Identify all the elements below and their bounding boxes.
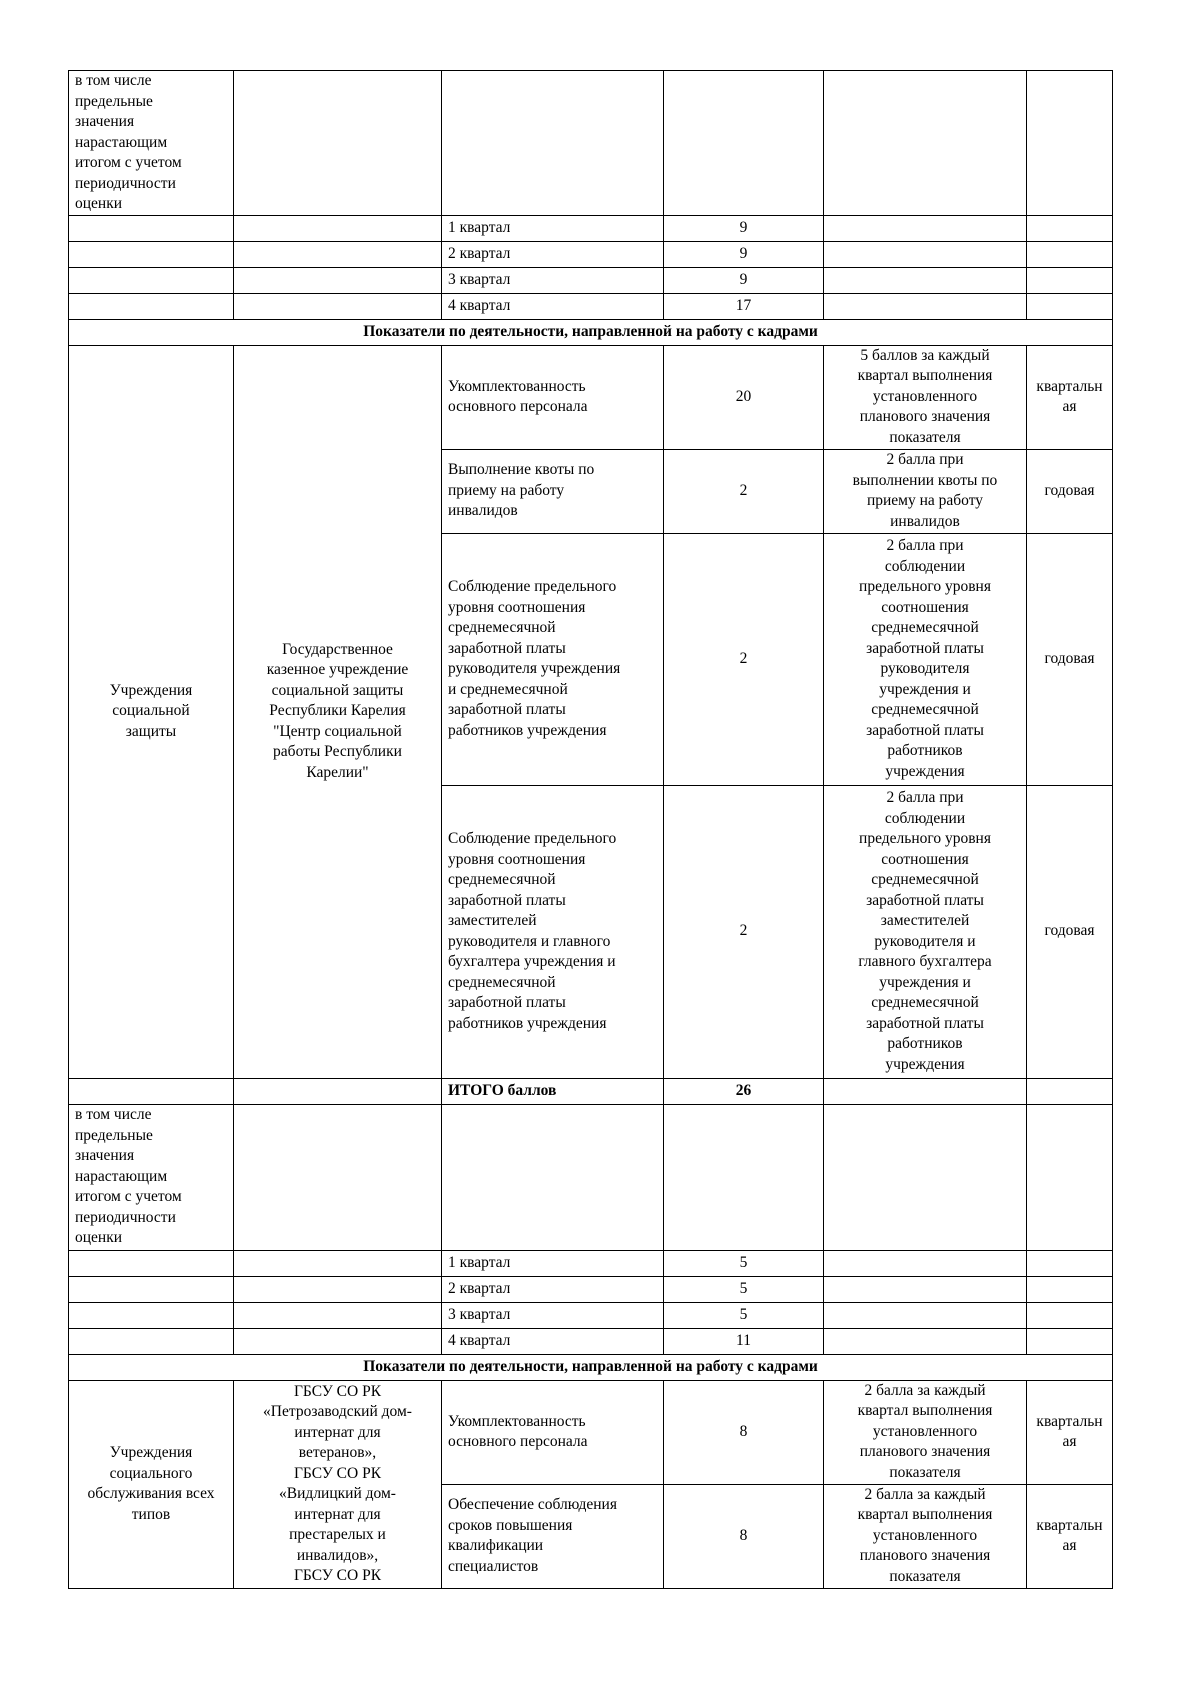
quarter-row (69, 267, 1113, 293)
indicators-table (68, 70, 1113, 1589)
indicator-name: Соблюдение предельного уровня соотношения среднемесячной заработной платы руководителя учреждения и среднемесячной заработной платы работников учреждения (442, 533, 664, 785)
quarter-value: 5 (664, 1250, 824, 1276)
indicator-name: Укомплектованность основного персонала (442, 1380, 664, 1484)
quarter-value: 9 (664, 215, 824, 241)
indicator-criteria: 2 балла при соблюдении предельного уровня соотношения среднемесячной заработной платы руководителя учреждения и среднемесячной заработной платы работников учреждения (824, 533, 1027, 785)
quarter-label: 3 квартал (442, 1302, 664, 1328)
indicator-periodicity: квартальная (1027, 1380, 1113, 1484)
indicator-points: 20 (664, 345, 824, 449)
quarter-value: 9 (664, 241, 824, 267)
quarter-label: 3 квартал (442, 267, 664, 293)
quarter-value: 11 (664, 1328, 824, 1354)
indicator-periodicity: квартальная (1027, 1484, 1113, 1588)
quarter-row (69, 215, 1113, 241)
indicator-name: Обеспечение соблюдения сроков повышения квалификации специалистов (442, 1484, 664, 1588)
section-header-row (69, 1354, 1113, 1380)
quarter-value: 5 (664, 1302, 824, 1328)
indicator-points: 2 (664, 449, 824, 533)
indicator-row (69, 1380, 1113, 1484)
institution-group: Учреждения социального обслуживания всех типов (69, 1380, 234, 1588)
indicator-criteria: 2 балла за каждый квартал выполнения установленного планового значения показателя (824, 1380, 1027, 1484)
total-row (69, 1078, 1113, 1104)
quarter-label: 1 квартал (442, 215, 664, 241)
quarter-label: 4 квартал (442, 293, 664, 319)
section-header-row (69, 319, 1113, 345)
indicator-periodicity: годовая (1027, 785, 1113, 1078)
quarter-row (69, 1250, 1113, 1276)
quarter-row (69, 1276, 1113, 1302)
indicator-points: 8 (664, 1484, 824, 1588)
indicator-points: 2 (664, 533, 824, 785)
incl-row (69, 1104, 1113, 1250)
total-value: 26 (664, 1078, 824, 1104)
quarter-row (69, 1328, 1113, 1354)
indicator-name: Выполнение квоты по приему на работу инвалидов (442, 449, 664, 533)
quarter-value: 17 (664, 293, 824, 319)
quarter-row (69, 241, 1113, 267)
indicator-points: 2 (664, 785, 824, 1078)
indicator-periodicity: годовая (1027, 449, 1113, 533)
indicator-periodicity: годовая (1027, 533, 1113, 785)
indicator-row (69, 345, 1113, 449)
institution-name: ГБСУ СО РК «Петрозаводский дом- интернат для ветеранов», ГБСУ СО РК «Видлицкий дом- интернат для престарелых и инвалидов», ГБСУ СО РК (234, 1380, 442, 1588)
indicator-name: Укомплектованность основного персонала (442, 345, 664, 449)
section-header: Показатели по деятельности, направленной на работу с кадрами (69, 319, 1113, 345)
quarter-row (69, 293, 1113, 319)
incl-label: в том числе предельные значения нарастающим итогом с учетом периодичности оценки (69, 71, 234, 216)
institution-name: Государственное казенное учреждение социальной защиты Республики Карелия "Центр социальной работы Республики Карелии" (234, 345, 442, 1078)
indicator-points: 8 (664, 1380, 824, 1484)
indicator-name: Соблюдение предельного уровня соотношения среднемесячной заработной платы заместителей руководителя и главного бухгалтера учреждения и среднемесячной заработной платы работников учреждения (442, 785, 664, 1078)
section-header: Показатели по деятельности, направленной на работу с кадрами (69, 1354, 1113, 1380)
quarter-value: 9 (664, 267, 824, 293)
total-label: ИТОГО баллов (442, 1078, 664, 1104)
quarter-label: 4 квартал (442, 1328, 664, 1354)
institution-group: Учреждения социальной защиты (69, 345, 234, 1078)
document-page (68, 70, 1112, 1589)
incl-label: в том числе предельные значения нарастающим итогом с учетом периодичности оценки (69, 1104, 234, 1250)
quarter-row (69, 1302, 1113, 1328)
quarter-value: 5 (664, 1276, 824, 1302)
indicator-criteria: 2 балла при соблюдении предельного уровня соотношения среднемесячной заработной платы заместителей руководителя и главного бухгалтера учреждения и среднемесячной заработной платы работников учреждения (824, 785, 1027, 1078)
indicator-criteria: 5 баллов за каждый квартал выполнения установленного планового значения показателя (824, 345, 1027, 449)
quarter-label: 2 квартал (442, 1276, 664, 1302)
quarter-label: 2 квартал (442, 241, 664, 267)
indicator-periodicity: квартальная (1027, 345, 1113, 449)
quarter-label: 1 квартал (442, 1250, 664, 1276)
indicator-criteria: 2 балла при выполнении квоты по приему на работу инвалидов (824, 449, 1027, 533)
indicator-criteria: 2 балла за каждый квартал выполнения установленного планового значения показателя (824, 1484, 1027, 1588)
incl-row (69, 71, 1113, 216)
